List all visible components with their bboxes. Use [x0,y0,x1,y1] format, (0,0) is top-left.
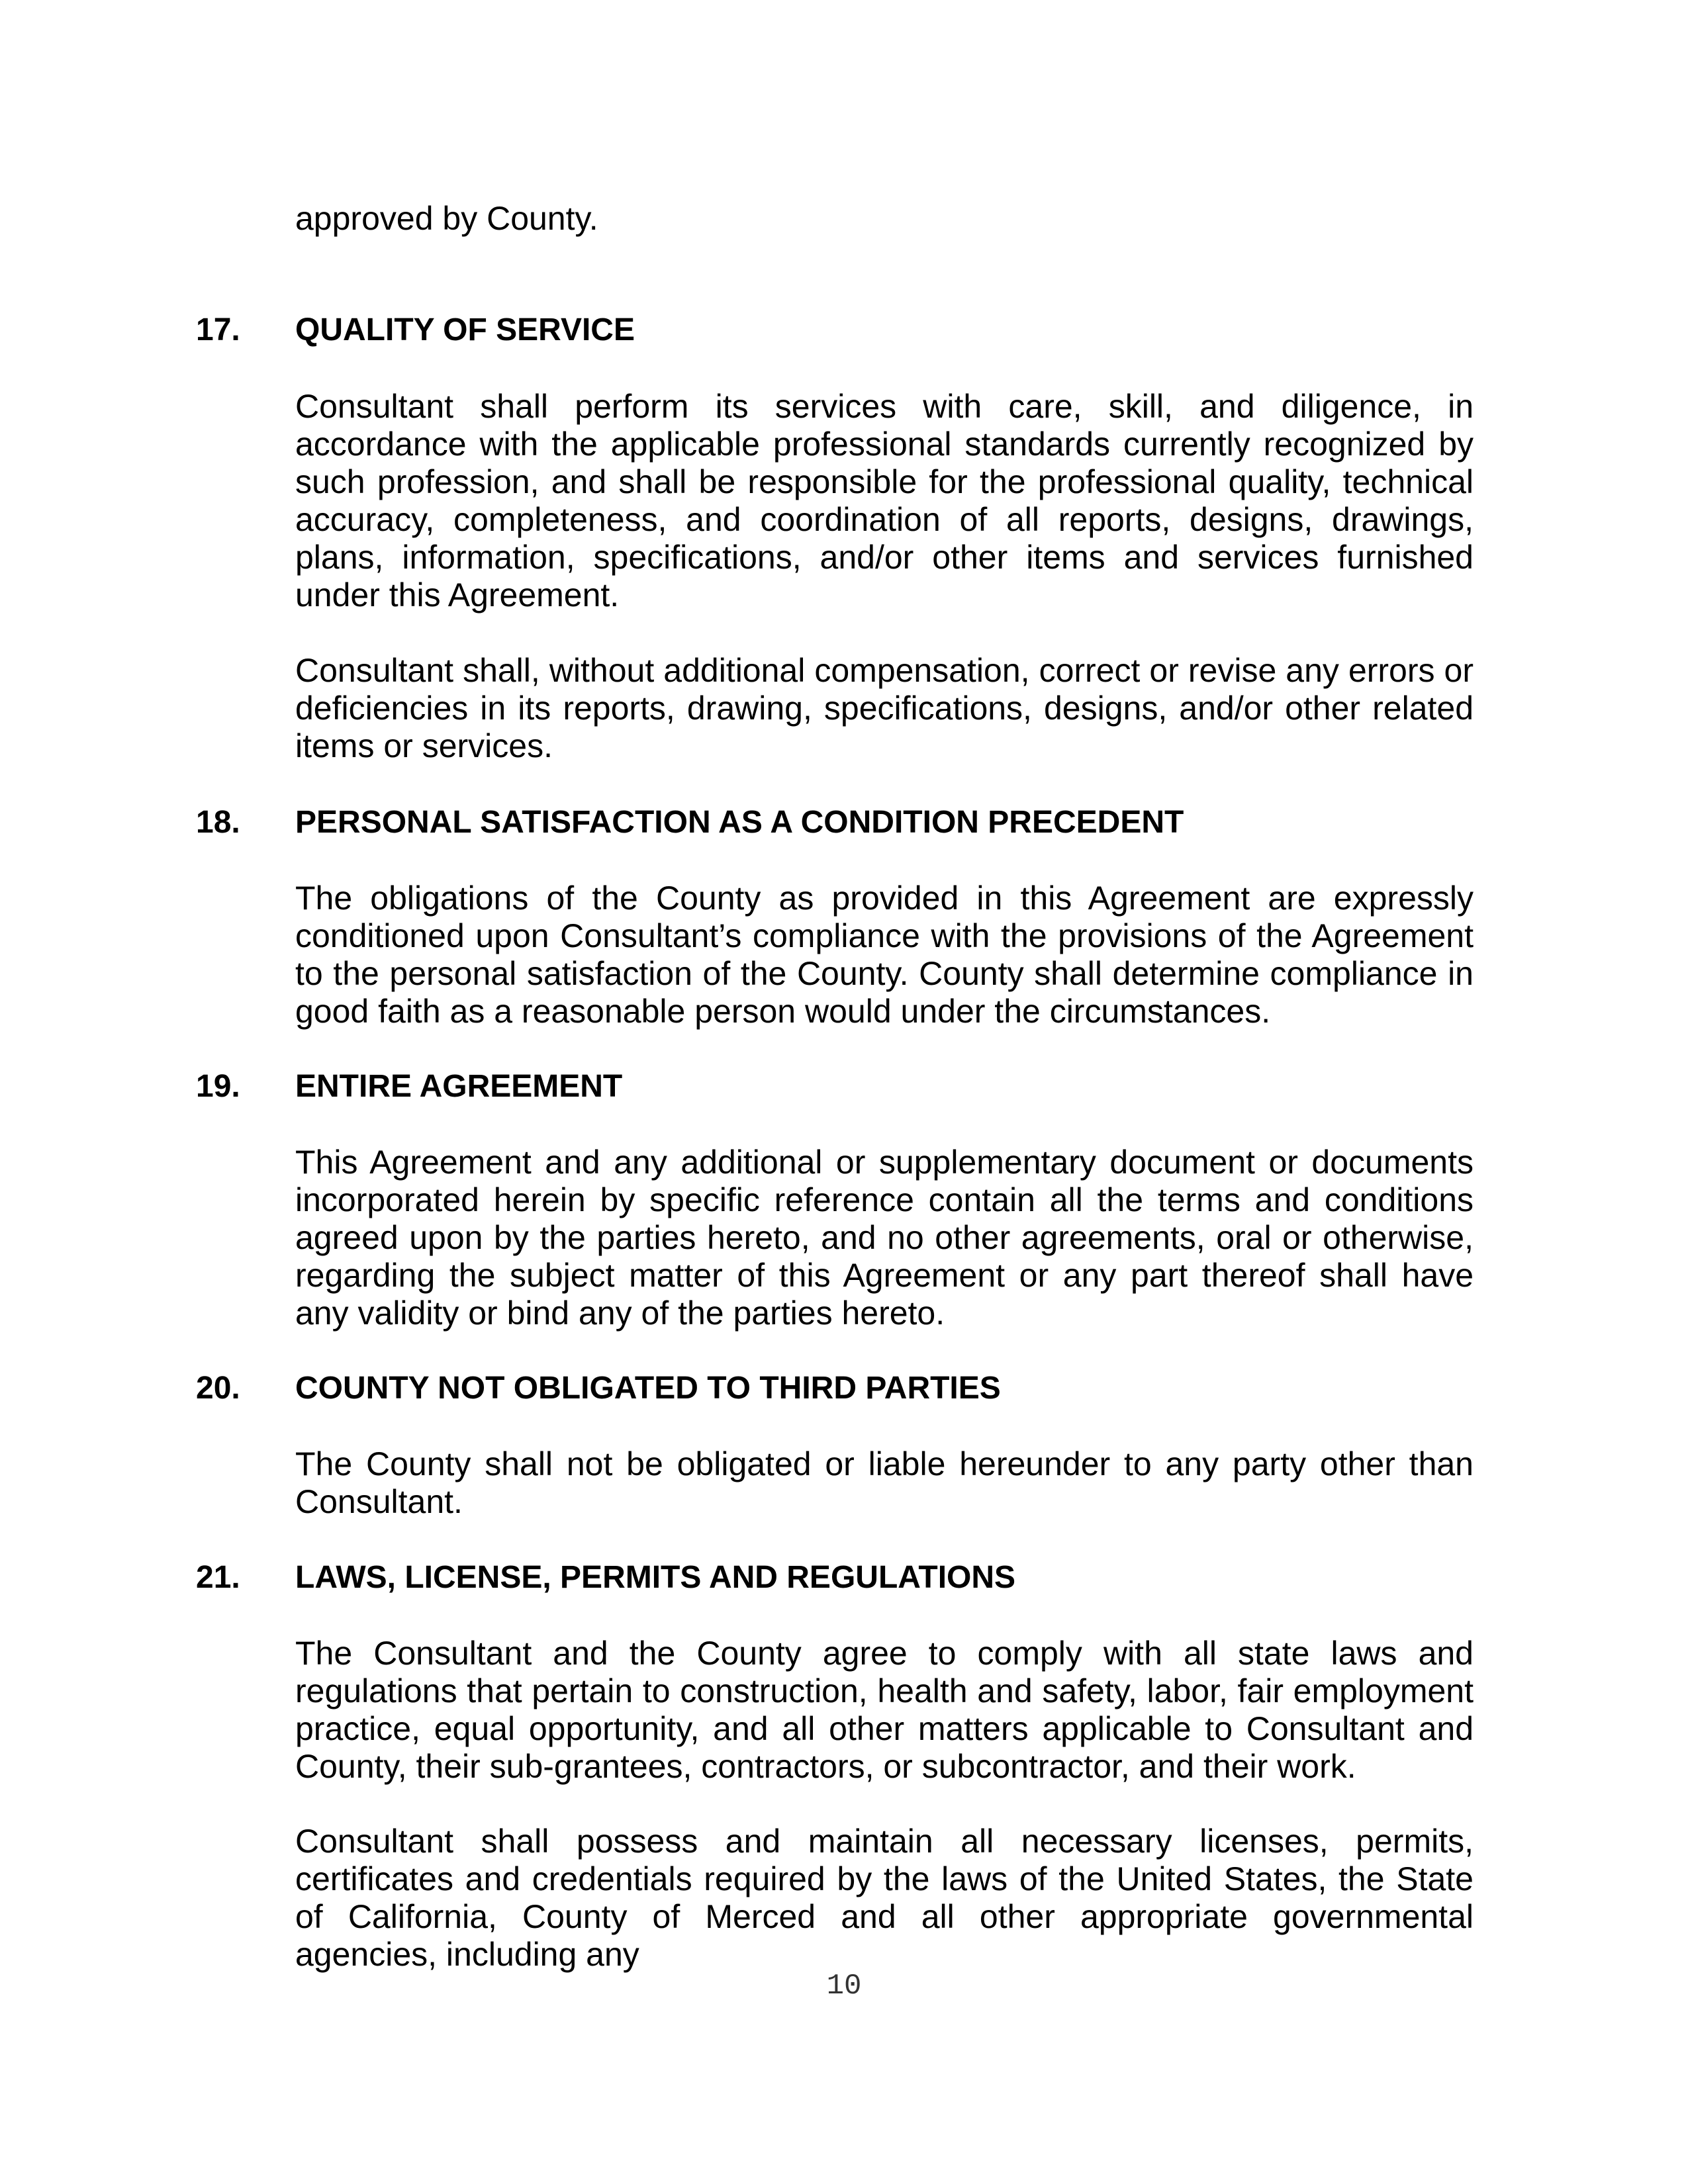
section-17-paragraph-2: Consultant shall, without additional compensation, correct or revise any errors or deficiencies in its reports, drawing, specifications, designs, and/or other related items or services. [295,652,1474,764]
section-title: COUNTY NOT OBLIGATED TO THIRD PARTIES [295,1371,1001,1406]
section-heading-20 [196,1369,1474,1407]
section-heading-18 [196,803,1474,841]
section-title: LAWS, LICENSE, PERMITS AND REGULATIONS [295,1560,1016,1595]
page-number: 10 [826,1970,862,2003]
section-17-paragraph-1: Consultant shall perform its services with care, skill, and diligence, in accordance with the applicable professional standards currently recognized by such profession, and shall be responsible for the professional quality, technical accuracy, completeness, and coordination of all reports, designs, drawings, plans, information, specifications, and/or other items and services furnished under this Agreement. [295,388,1474,614]
section-19-paragraph-1: This Agreement and any additional or supplementary document or documents incorporated herein by specific reference contain all the terms and conditions agreed upon by the parties hereto, and no other agreements, oral or otherwise, regarding the subject matter of this Agreement or any part thereof shall have any validity or bind any of the parties hereto. [295,1144,1474,1332]
section-number: 20. [196,1371,240,1406]
section-number: 17. [196,312,240,347]
section-heading-21 [196,1559,1474,1596]
section-20-paragraph-1: The County shall not be obligated or liable hereunder to any party other than Consultant. [295,1445,1474,1520]
carryover-text: approved by County. [295,200,598,237]
section-number: 18. [196,805,240,840]
section-title: QUALITY OF SERVICE [295,312,635,347]
section-heading-19 [196,1068,1474,1105]
section-title: PERSONAL SATISFACTION AS A CONDITION PRECEDENT [295,805,1184,840]
section-18-paragraph-1: The obligations of the County as provided in this Agreement are expressly conditioned upon Consultant’s compliance with the provisions of the Agreement to the personal satisfaction of the County. County shall determine compliance in good faith as a reasonable person would under the circumstances. [295,880,1474,1030]
section-21-paragraph-1: The Consultant and the County agree to comply with all state laws and regulations that pertain to construction, health and safety, labor, fair employment practice, equal opportunity, and all other matters applicable to Consultant and County, their sub-grantees, contractors, or subcontractor, and their work. [295,1635,1474,1785]
section-title: ENTIRE AGREEMENT [295,1069,623,1104]
section-number: 19. [196,1069,240,1104]
section-heading-17 [196,311,1474,349]
section-number: 21. [196,1560,240,1595]
section-21-paragraph-2: Consultant shall possess and maintain all necessary licenses, permits, certificates and credentials required by the laws of the United States, the State of California, County of Merced and all other appropriate governmental agencies, including any [295,1823,1474,1973]
